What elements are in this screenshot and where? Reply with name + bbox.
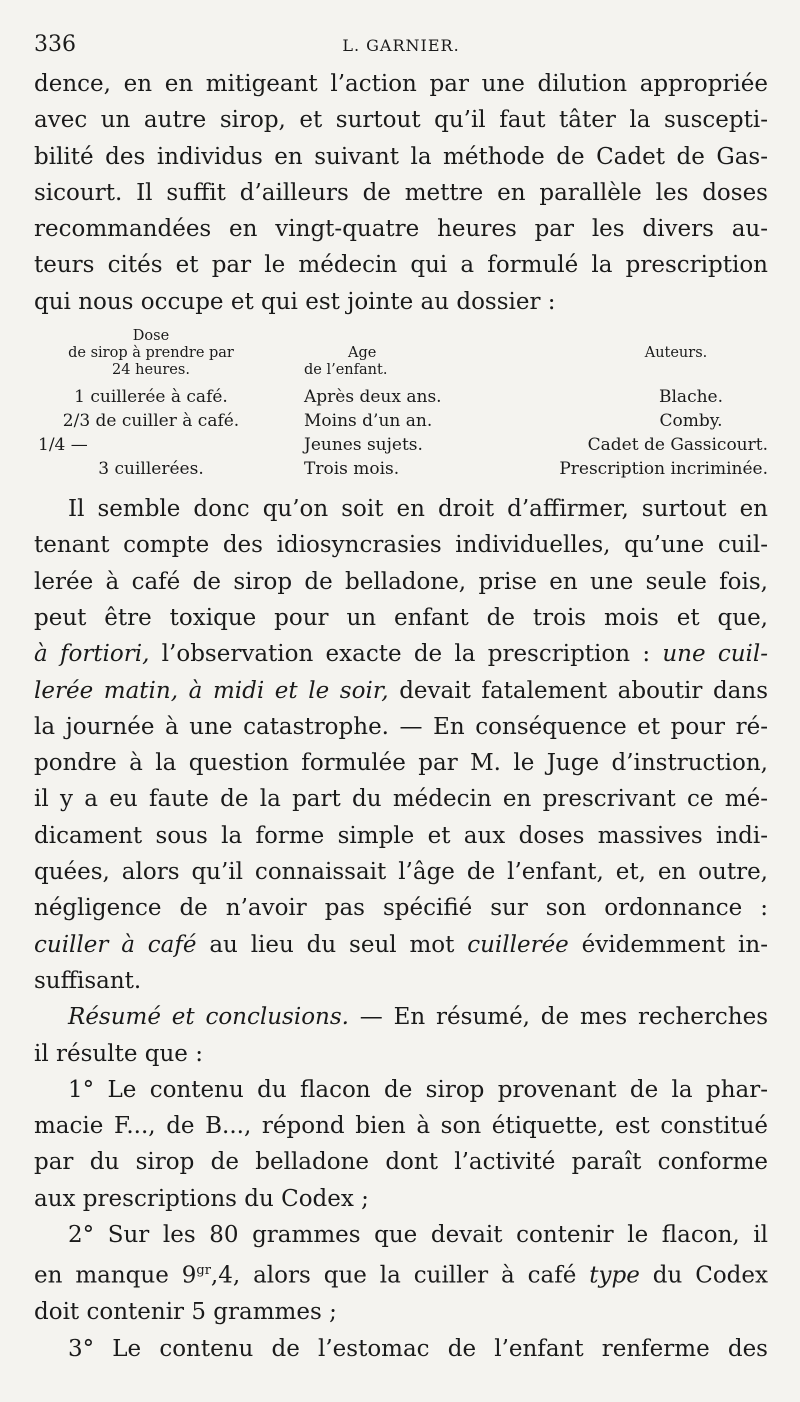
header-dose: Dose de sirop à prendre par 24 heures. (68, 328, 234, 379)
conclusion-item-2: 2° Sur les 80 grammes que devait contenir le flacon, il en manque $9^{gr},4$, alors que la cuiller à café type du Codex doit contenir 5 grammes ; (34, 1222, 768, 1326)
conclusion-item-1: 1° Le contenu du flacon de sirop provenant de la phar- macie F..., de B..., répond bien à son étiquette, est constitué par du sirop de belladone dont l’activité paraît conforme aux prescriptions du Codex ; (34, 1076, 768, 1212)
book-page (34, 30, 768, 1367)
text-line: sicourt. Il suffit d’ailleurs de mettre en parallèle les doses (34, 179, 768, 206)
dose-comparison-table (34, 328, 768, 481)
text-line: recommandées en vingt-quatre heures par les divers au- (34, 216, 768, 243)
intro-paragraph (34, 66, 768, 320)
table-row: 3 cuillerées. Trois mois. Prescription incriminée. (98, 459, 768, 480)
text-line: bilité des individus en suivant la méthode de Cadet de Gas- (34, 143, 768, 170)
page-number: 336 (34, 32, 76, 57)
text-line: dence, en en mitigeant l’action par une dilution appropriée (34, 71, 768, 97)
table-row: 1/4 — Jeunes sujets. Cadet de Gassicourt. (38, 435, 768, 456)
summary-paragraph: Résumé et conclusions. — En résumé, de mes recherches il résulte que : (34, 1004, 769, 1067)
conclusion-item-3: 3° Le contenu de l’estomac de l’enfant renferme des (68, 1335, 768, 1362)
header-age: Age de l’enfant. (304, 345, 388, 379)
table-row: 2/3 de cuiller à café. Moins d’un an. Comby. (62, 411, 723, 432)
page-header (34, 30, 768, 66)
text-line: teurs cités et par le médecin qui a formulé la prescription (34, 252, 768, 279)
argument-paragraph: Il semble donc qu’on soit en droit d’affirmer, surtout en tenant compte des idiosyncrasies individuelles, qu’une cuil- lerée à café de sirop de belladone, prise en une seule fois, peut être toxique pour un enfant de trois mois et que, à fortiori, l’observation exacte de la prescription : une cuil- lerée matin, à midi et le soir, devait fatalement aboutir dans la journée à une catastrophe. — En conséquence et pour ré- pondre à la question formulée par M. le Juge d’instruction, il y a eu faute de la part du médecin en prescrivant ce mé- dicament sous la forme simple et aux doses massives indi- quées, alors qu’il connaissait l’âge de l’enfant, et, en outre, négligence de n’avoir pas spécifié sur son ordonnance : cuiller à café au lieu du seul mot cuillerée évidemment in- suffisant. (34, 496, 768, 994)
header-authors: Auteurs. (644, 345, 708, 362)
running-head: L. GARNIER. (342, 36, 460, 55)
text-line: qui nous occupe et qui est jointe au dossier : (34, 288, 556, 315)
table-header-row (34, 328, 768, 385)
table-row: 1 cuillerée à café. Après deux ans. Blache. (74, 387, 723, 408)
text-line: avec un autre sirop, et surtout qu’il faut tâter la suscepti- (34, 107, 768, 134)
section-title: Résumé et conclusions. (68, 1004, 349, 1031)
